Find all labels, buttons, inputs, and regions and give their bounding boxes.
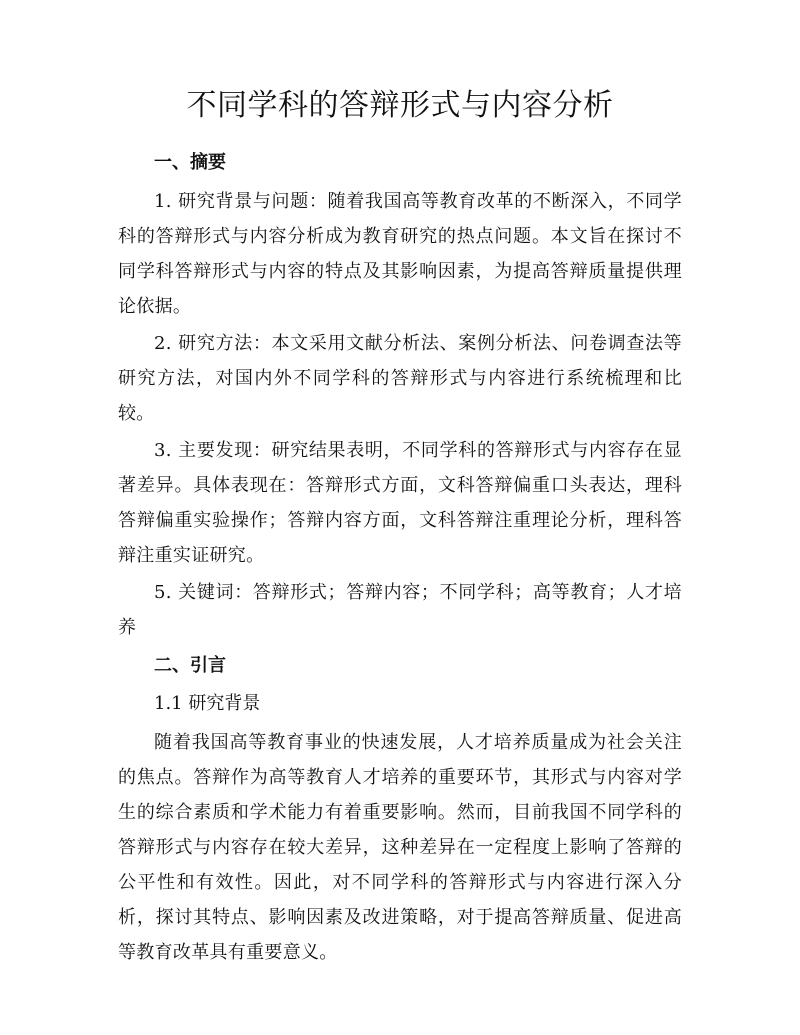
section-heading-introduction: 二、引言 (154, 655, 226, 676)
abstract-item-findings: 3. 主要发现：研究结果表明，不同学科的答辩形式与内容存在显著差异。具体表现在：答辩形式方面，文科答辩偏重口头表达，理科答辩偏重实验操作；答辩内容方面，文科答辩注重理论分析，理科答辩注重实证研究。 (118, 440, 682, 566)
subsection-heading-background: 1.1 研究背景 (154, 693, 261, 714)
intro-paragraph: 随着我国高等教育事业的快速发展，人才培养质量成为社会关注的焦点。答辩作为高等教育人才培养的重要环节，其形式与内容对学生的综合素质和学术能力有着重要影响。然而，目前我国不同学科的答辩形式与内容存在较大差异，这种差异在一定程度上影响了答辩的公平性和有效性。因此，对不同学科的答辩形式与内容进行深入分析，探讨其特点、影响因素及改进策略，对于提高答辩质量、促进高等教育改革具有重要意义。 (118, 732, 682, 963)
document-title: 不同学科的答辩形式与内容分析 (186, 88, 614, 123)
abstract-item-keywords: 5. 关键词：答辩形式；答辩内容；不同学科；高等教育；人才培养 (118, 582, 682, 638)
abstract-item-method: 2. 研究方法：本文采用文献分析法、案例分析法、问卷调查法等研究方法，对国内外不同学科的答辩形式与内容进行系统梳理和比较。 (118, 333, 682, 424)
section-heading-abstract: 一、摘要 (154, 152, 226, 173)
abstract-item-background: 1. 研究背景与问题：随着我国高等教育改革的不断深入，不同学科的答辩形式与内容分析成为教育研究的热点问题。本文旨在探讨不同学科答辩形式与内容的特点及其影响因素，为提高答辩质量提供理论依据。 (118, 191, 682, 317)
